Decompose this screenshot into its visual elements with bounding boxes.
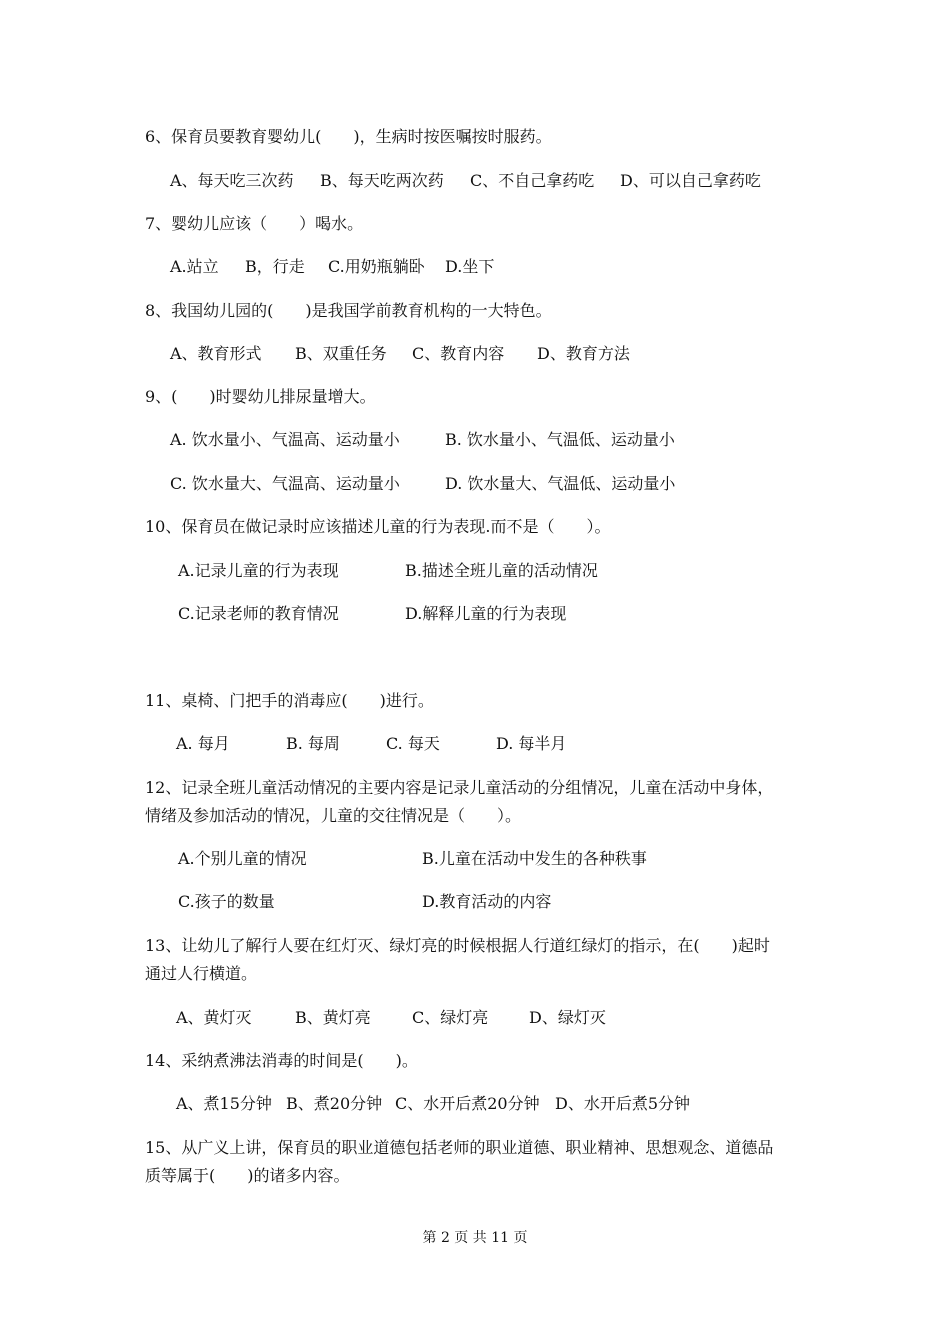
question-12-option-c: C.孩子的数量 bbox=[178, 892, 275, 911]
question-10-option-d: D.解释儿童的行为表现 bbox=[405, 604, 567, 623]
question-12-option-a: A.个别儿童的情况 bbox=[178, 849, 307, 868]
question-14-option-c: C、水开后煮20分钟 bbox=[395, 1094, 540, 1113]
question-13-option-a: A、黄灯灭 bbox=[176, 1008, 252, 1027]
question-7-option-c: C.用奶瓶躺卧 bbox=[328, 257, 425, 276]
question-9-option-a: A. 饮水量小、气温高、运动量小 bbox=[170, 430, 400, 449]
question-6-option-c: C、不自己拿药吃 bbox=[470, 171, 595, 190]
question-10-option-a: A.记录儿童的行为表现 bbox=[178, 561, 339, 580]
question-8-option-a: A、教育形式 bbox=[170, 344, 262, 363]
question-14-option-a: A、煮15分钟 bbox=[176, 1094, 272, 1113]
question-6-option-d: D、可以自己拿药吃 bbox=[620, 171, 761, 190]
question-8-text: 8、我国幼儿园的( )是我国学前教育机构的一大特色。 bbox=[145, 301, 552, 320]
question-13-text-line-1: 13、让幼儿了解行人要在红灯灭、绿灯亮的时候根据人行道红绿灯的指示，在( )起时 bbox=[145, 936, 770, 955]
question-10-option-c: C.记录老师的教育情况 bbox=[178, 604, 339, 623]
question-8-option-c: C、教育内容 bbox=[412, 344, 505, 363]
question-6-option-b: B、每天吃两次药 bbox=[320, 171, 444, 190]
question-15-text-line-2: 质等属于( )的诸多内容。 bbox=[145, 1166, 350, 1185]
question-10-text: 10、保育员在做记录时应该描述儿童的行为表现.而不是（ ）。 bbox=[145, 517, 611, 536]
page-number-footer: 第 2 页 共 11 页 bbox=[422, 1230, 528, 1246]
question-11-option-c: C. 每天 bbox=[386, 734, 440, 753]
question-12-option-b: B.儿童在活动中发生的各种秩事 bbox=[422, 849, 647, 868]
question-7-option-d: D.坐下 bbox=[445, 257, 495, 276]
question-11-option-d: D. 每半月 bbox=[496, 734, 567, 753]
question-12-text-line-1: 12、记录全班儿童活动情况的主要内容是记录儿童活动的分组情况，儿童在活动中身体， bbox=[145, 778, 774, 797]
question-13-option-b: B、黄灯亮 bbox=[295, 1008, 371, 1027]
question-9-option-d: D. 饮水量大、气温低、运动量小 bbox=[445, 474, 676, 493]
question-9-option-b: B. 饮水量小、气温低、运动量小 bbox=[445, 430, 675, 449]
question-12-text-line-2: 情绪及参加活动的情况，儿童的交往情况是（ ）。 bbox=[145, 806, 522, 825]
question-7-text: 7、婴幼儿应该（ ）喝水。 bbox=[145, 214, 364, 233]
question-11-text: 11、桌椅、门把手的消毒应( )进行。 bbox=[145, 691, 434, 710]
question-7-option-b: B，行走 bbox=[245, 257, 305, 276]
question-10-option-b: B.描述全班儿童的活动情况 bbox=[405, 561, 598, 580]
question-8-option-d: D、教育方法 bbox=[537, 344, 630, 363]
question-12-option-d: D.教育活动的内容 bbox=[422, 892, 552, 911]
question-8-option-b: B、双重任务 bbox=[295, 344, 387, 363]
question-13-text-line-2: 通过人行横道。 bbox=[145, 964, 258, 983]
question-14-option-d: D、水开后煮5分钟 bbox=[555, 1094, 691, 1113]
question-7-option-a: A.站立 bbox=[170, 257, 219, 276]
question-14-text: 14、采纳煮沸法消毒的时间是( )。 bbox=[145, 1051, 418, 1070]
question-13-option-d: D、绿灯灭 bbox=[529, 1008, 606, 1027]
question-13-option-c: C、绿灯亮 bbox=[412, 1008, 489, 1027]
question-15-text-line-1: 15、从广义上讲，保育员的职业道德包括老师的职业道德、职业精神、思想观念、道德品 bbox=[145, 1138, 774, 1157]
question-14-option-b: B、煮20分钟 bbox=[286, 1094, 383, 1113]
question-6-option-a: A、每天吃三次药 bbox=[170, 171, 294, 190]
question-6-text: 6、保育员要教育婴幼儿( )，生病时按医嘱按时服药。 bbox=[145, 127, 552, 146]
question-9-text: 9、( )时婴幼儿排尿量增大。 bbox=[145, 387, 376, 406]
question-11-option-a: A. 每月 bbox=[176, 734, 230, 753]
question-11-option-b: B. 每周 bbox=[286, 734, 340, 753]
question-9-option-c: C. 饮水量大、气温高、运动量小 bbox=[170, 474, 400, 493]
